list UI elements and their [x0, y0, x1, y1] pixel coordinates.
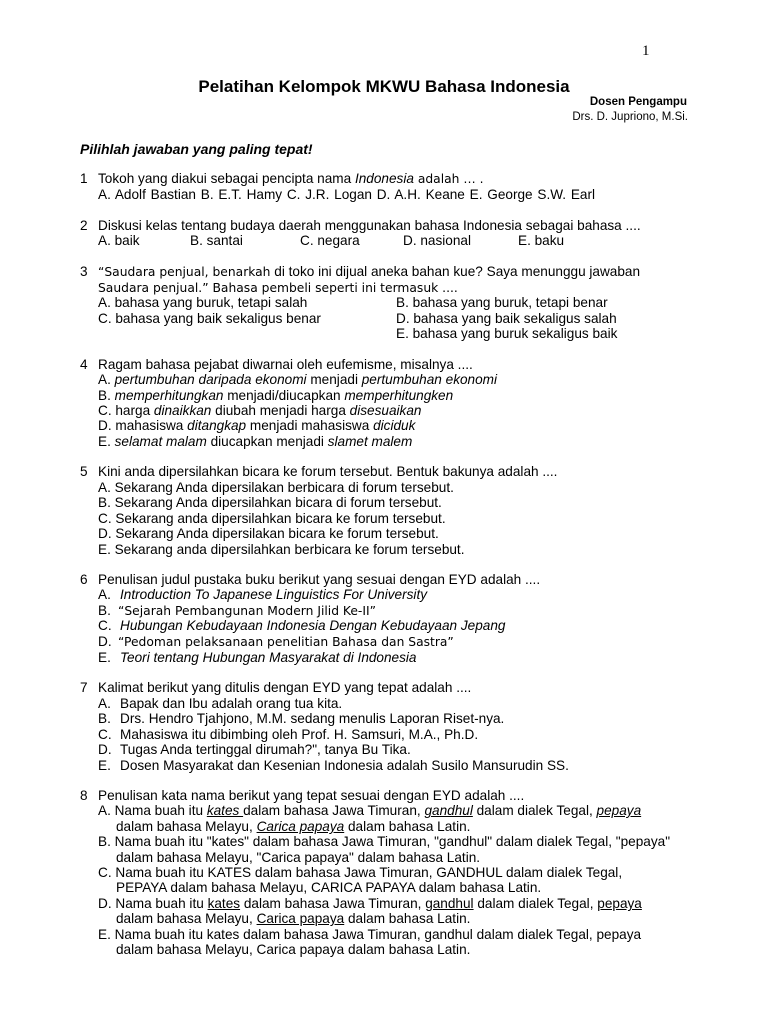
option-text: dalam bahasa Latin.	[344, 819, 471, 834]
option-a-line-1	[98, 803, 641, 819]
option-a	[120, 587, 427, 603]
option-italic: selamat malam	[114, 434, 207, 449]
option-d: “Pedoman pelaksanaan penelitian Bahasa dan Sastra”	[118, 635, 454, 649]
option-a-line-2	[116, 819, 470, 835]
option-c	[98, 403, 421, 419]
question-number: 7	[80, 680, 88, 695]
option-e-letter: E.	[98, 650, 111, 665]
option-b: B. Sekarang Anda dipersilahkan bicara di forum tersebut.	[98, 495, 442, 510]
option-italic: Introduction To Japanese Linguistics For University	[120, 587, 428, 602]
question-stem: Kalimat berikut yang ditulis dengan EYD yang tepat adalah ....	[98, 680, 472, 695]
option-b-line-2: dalam bahasa Melayu, "Carica papaya" dalam bahasa Latin.	[116, 850, 481, 865]
option-italic: slamet malem	[327, 434, 413, 449]
option-text: D. mahasiswa	[98, 418, 188, 433]
option-e: E. baku	[518, 233, 565, 248]
option-text: diucapkan menjadi	[206, 434, 328, 449]
stem-text: adalah … .	[413, 172, 484, 186]
question-number: 8	[80, 788, 88, 803]
option-b-line-1: B. Nama buah itu "kates" dalam bahasa Jawa Timuran, "gandhul" dalam dialek Tegal, "pepaya"	[98, 834, 671, 849]
option-c: C. Sekarang anda dipersilahkan bicara ke forum tersebut.	[98, 511, 446, 526]
option-letter: E.	[98, 434, 115, 449]
option-text: dalam bahasa Melayu,	[116, 911, 257, 926]
question-stem	[98, 171, 483, 187]
option-d-line-2	[116, 911, 470, 927]
option-italic: disesuaikan	[349, 403, 422, 418]
option-letter: A.	[98, 372, 115, 387]
option-d-line-1	[98, 896, 642, 912]
option-a-letter: A.	[98, 696, 111, 711]
option-e: E. Sekarang anda dipersilahkan berbicara ke forum tersebut.	[98, 542, 465, 557]
option-text: dalam bahasa Jawa Timuran,	[243, 803, 425, 818]
option-b: “Sejarah Pembangunan Modern Jilid Ke-II”	[118, 604, 376, 618]
option-text: C. harga	[98, 403, 154, 418]
option-c: Mahasiswa itu dibimbing oleh Prof. H. Samsuri, M.A., Ph.D.	[120, 727, 479, 742]
stem-text: Tokoh yang diakui sebagai pencipta nama	[98, 171, 355, 186]
option-text: A. Nama buah itu	[98, 803, 207, 818]
option-a: A. Sekarang Anda dipersilakan berbicara di forum tersebut.	[98, 480, 454, 495]
option-text: menjadi/diucapkan	[223, 388, 345, 403]
option-italic: pertumbuhan daripada ekonomi	[114, 372, 307, 387]
option-text: dalam bahasa Jawa Timuran,	[240, 896, 426, 911]
option-e	[120, 650, 417, 666]
option-italic: Hubungan Kebudayaan Indonesia Dengan Kebudayaan Jepang	[120, 618, 506, 633]
option-b-letter: B.	[98, 711, 111, 726]
stem-italic: Indonesia	[354, 171, 414, 186]
option-italic: dinaikkan	[153, 403, 212, 418]
option-e-line-2: dalam bahasa Melayu, Carica papaya dalam bahasa Latin.	[116, 942, 471, 957]
option-text: diubah menjadi harga	[211, 403, 350, 418]
question-number: 6	[80, 572, 88, 587]
option-c: C. bahasa yang baik sekaligus benar	[98, 311, 321, 326]
option-text: dalam dialek Tegal,	[473, 896, 598, 911]
option-a: A. baik	[98, 233, 140, 248]
option-text: dalam dialek Tegal,	[472, 803, 597, 818]
question-stem: Penulisan kata nama berikut yang tepat sesuai dengan EYD adalah ....	[98, 788, 525, 803]
option-italic-underline: pepaya	[596, 803, 642, 818]
page-title: Pelatihan Kelompok MKWU Bahasa Indonesia	[198, 77, 570, 96]
option-text: menjadi	[306, 372, 362, 387]
lecturer-name: Drs. D. Jupriono, M.Si.	[572, 111, 688, 123]
option-d	[98, 418, 415, 434]
option-e: Dosen Masyarakat dan Kesenian Indonesia adalah Susilo Mansurudin SS.	[120, 758, 569, 773]
option-a-letter: A.	[98, 587, 111, 602]
option-underline: gandhul	[425, 896, 474, 911]
question-stem: Penulisan judul pustaka buku berikut yang sesuai dengan EYD adalah ....	[98, 572, 541, 587]
option-d-letter: D.	[98, 742, 112, 757]
option-underline: pepaya	[597, 896, 642, 911]
question-stem-line-2: Saudara penjual.” Bahasa pembeli seperti ini termasuk ....	[98, 281, 458, 295]
option-e-letter: E.	[98, 758, 111, 773]
option-c: C. negara	[300, 233, 360, 248]
stem-text: “Saudara penjual, benarkah	[98, 265, 271, 279]
option-text: dalam bahasa Latin.	[344, 911, 471, 926]
question-number: 2	[80, 218, 88, 233]
option-b: B. santai	[190, 233, 243, 248]
option-underline: Carica papaya	[256, 911, 345, 926]
question-stem: Diskusi kelas tentang budaya daerah menggunakan bahasa Indonesia sebagai bahasa ....	[98, 218, 641, 233]
option-italic: ditangkap	[187, 418, 247, 433]
instruction: Pilihlah jawaban yang paling tepat!	[80, 141, 313, 157]
option-italic: Teori tentang Hubungan Masyarakat di Indonesia	[120, 650, 417, 665]
option-underline: kates	[207, 896, 241, 911]
option-d: D. bahasa yang baik sekaligus salah	[396, 311, 617, 326]
stem-text: di toko ini dijual aneka bahan kue? Saya menunggu jawaban	[270, 264, 641, 279]
option-d: Tugas Anda tertinggal dirumah?", tanya Bu Tika.	[120, 742, 411, 757]
lecturer-role: Dosen Pengampu	[589, 96, 687, 108]
option-c	[120, 618, 505, 634]
question-number: 4	[80, 357, 88, 372]
option-italic-underline: gandhul	[424, 803, 473, 818]
option-text: dalam bahasa Melayu,	[116, 819, 257, 834]
option-d: D. Sekarang Anda dipersilakan bicara ke forum tersebut.	[98, 526, 439, 541]
option-b-letter: B.	[98, 603, 111, 618]
option-italic: memperhitungkan	[114, 388, 224, 403]
option-c-letter: C.	[98, 727, 112, 742]
option-d: D. nasional	[403, 233, 472, 248]
option-italic: pertumbuhan ekonomi	[361, 372, 498, 387]
option-b: B. bahasa yang buruk, tetapi benar	[396, 295, 608, 310]
option-a: A. bahasa yang buruk, tetapi salah	[98, 295, 308, 310]
option-italic: diciduk	[373, 418, 416, 433]
option-c-line-1: C. Nama buah itu KATES dalam bahasa Jawa Timuran, GANDHUL dalam dialek Tegal,	[98, 865, 623, 880]
option-b: Drs. Hendro Tjahjono, M.M. sedang menulis Laporan Riset-nya.	[120, 711, 505, 726]
question-number: 5	[80, 464, 88, 479]
question-options: A. Adolf Bastian B. E.T. Hamy C. J.R. Logan D. A.H. Keane E. George S.W. Earl	[98, 187, 596, 202]
option-c-line-2: PEPAYA dalam bahasa Melayu, CARICA PAPAYA dalam bahasa Latin.	[116, 880, 542, 895]
option-letter: B.	[98, 388, 115, 403]
option-text: menjadi mahasiswa	[246, 418, 374, 433]
option-c-letter: C.	[98, 618, 112, 633]
option-e: E. bahasa yang buruk sekaligus baik	[396, 326, 618, 341]
option-a	[98, 372, 497, 388]
question-stem	[98, 264, 640, 280]
option-b	[98, 388, 453, 404]
page-number: 1	[642, 43, 650, 59]
option-italic-underline: Carica papaya	[256, 819, 345, 834]
option-italic-underline: kates	[206, 803, 244, 818]
option-a: Bapak dan Ibu adalah orang tua kita.	[120, 696, 343, 711]
question-number: 3	[80, 264, 88, 279]
option-e-line-1: E. Nama buah itu kates dalam bahasa Jawa Timuran, gandhul dalam dialek Tegal, pepaya	[98, 927, 642, 942]
option-e	[98, 434, 412, 450]
option-d-letter: D.	[98, 634, 112, 649]
option-italic: memperhitungken	[344, 388, 454, 403]
question-stem: Ragam bahasa pejabat diwarnai oleh eufemisme, misalnya ....	[98, 357, 473, 372]
question-stem: Kini anda dipersilahkan bicara ke forum tersebut. Bentuk bakunya adalah ....	[98, 464, 558, 479]
question-number: 1	[80, 171, 88, 186]
option-text: D. Nama buah itu	[98, 896, 208, 911]
